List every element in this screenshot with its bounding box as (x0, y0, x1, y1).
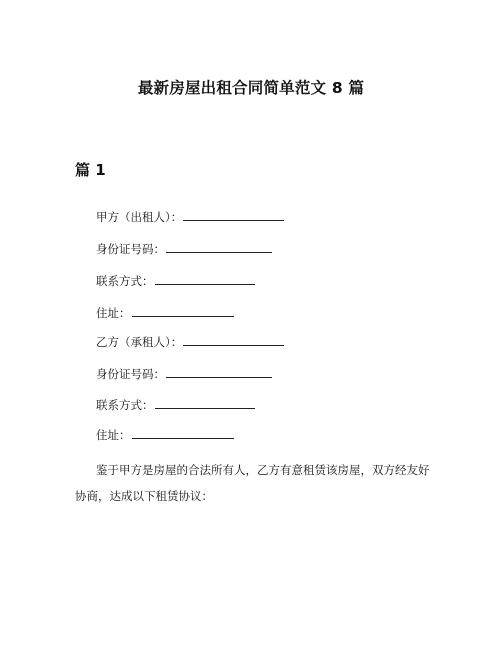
party-a-id-line (96, 241, 272, 257)
field-label: 甲方（出租人）： (96, 210, 183, 224)
blank-underline (132, 306, 234, 317)
blank-underline (155, 274, 255, 285)
blank-underline (132, 428, 234, 439)
party-b-contact-line (96, 397, 255, 413)
party-b-id-line (96, 366, 272, 382)
section-heading: 篇 1 (75, 161, 106, 179)
party-b-address-line (96, 427, 234, 443)
party-a-contact-line (96, 273, 255, 289)
blank-underline (166, 242, 272, 253)
party-a-address-line (96, 305, 234, 321)
blank-underline (183, 210, 284, 221)
field-label: 乙方（承租人）： (96, 335, 183, 349)
party-b-name-line (96, 334, 284, 350)
blank-underline (166, 367, 272, 378)
document-title: 最新房屋出租合同简单范文 8 篇 (137, 79, 365, 97)
field-label: 联系方式： (96, 398, 154, 412)
agreement-paragraph: 鉴于甲方是房屋的合法所有人，乙方有意租赁该房屋，双方经友好协商，达成以下租赁协议： (75, 463, 430, 503)
field-label: 住址： (96, 428, 131, 442)
field-label: 身份证号码： (96, 367, 165, 381)
field-label: 身份证号码： (96, 242, 165, 256)
field-label: 住址： (96, 306, 131, 320)
blank-underline (155, 398, 255, 409)
blank-underline (183, 335, 284, 346)
field-label: 联系方式： (96, 274, 154, 288)
party-a-name-line (96, 209, 284, 225)
